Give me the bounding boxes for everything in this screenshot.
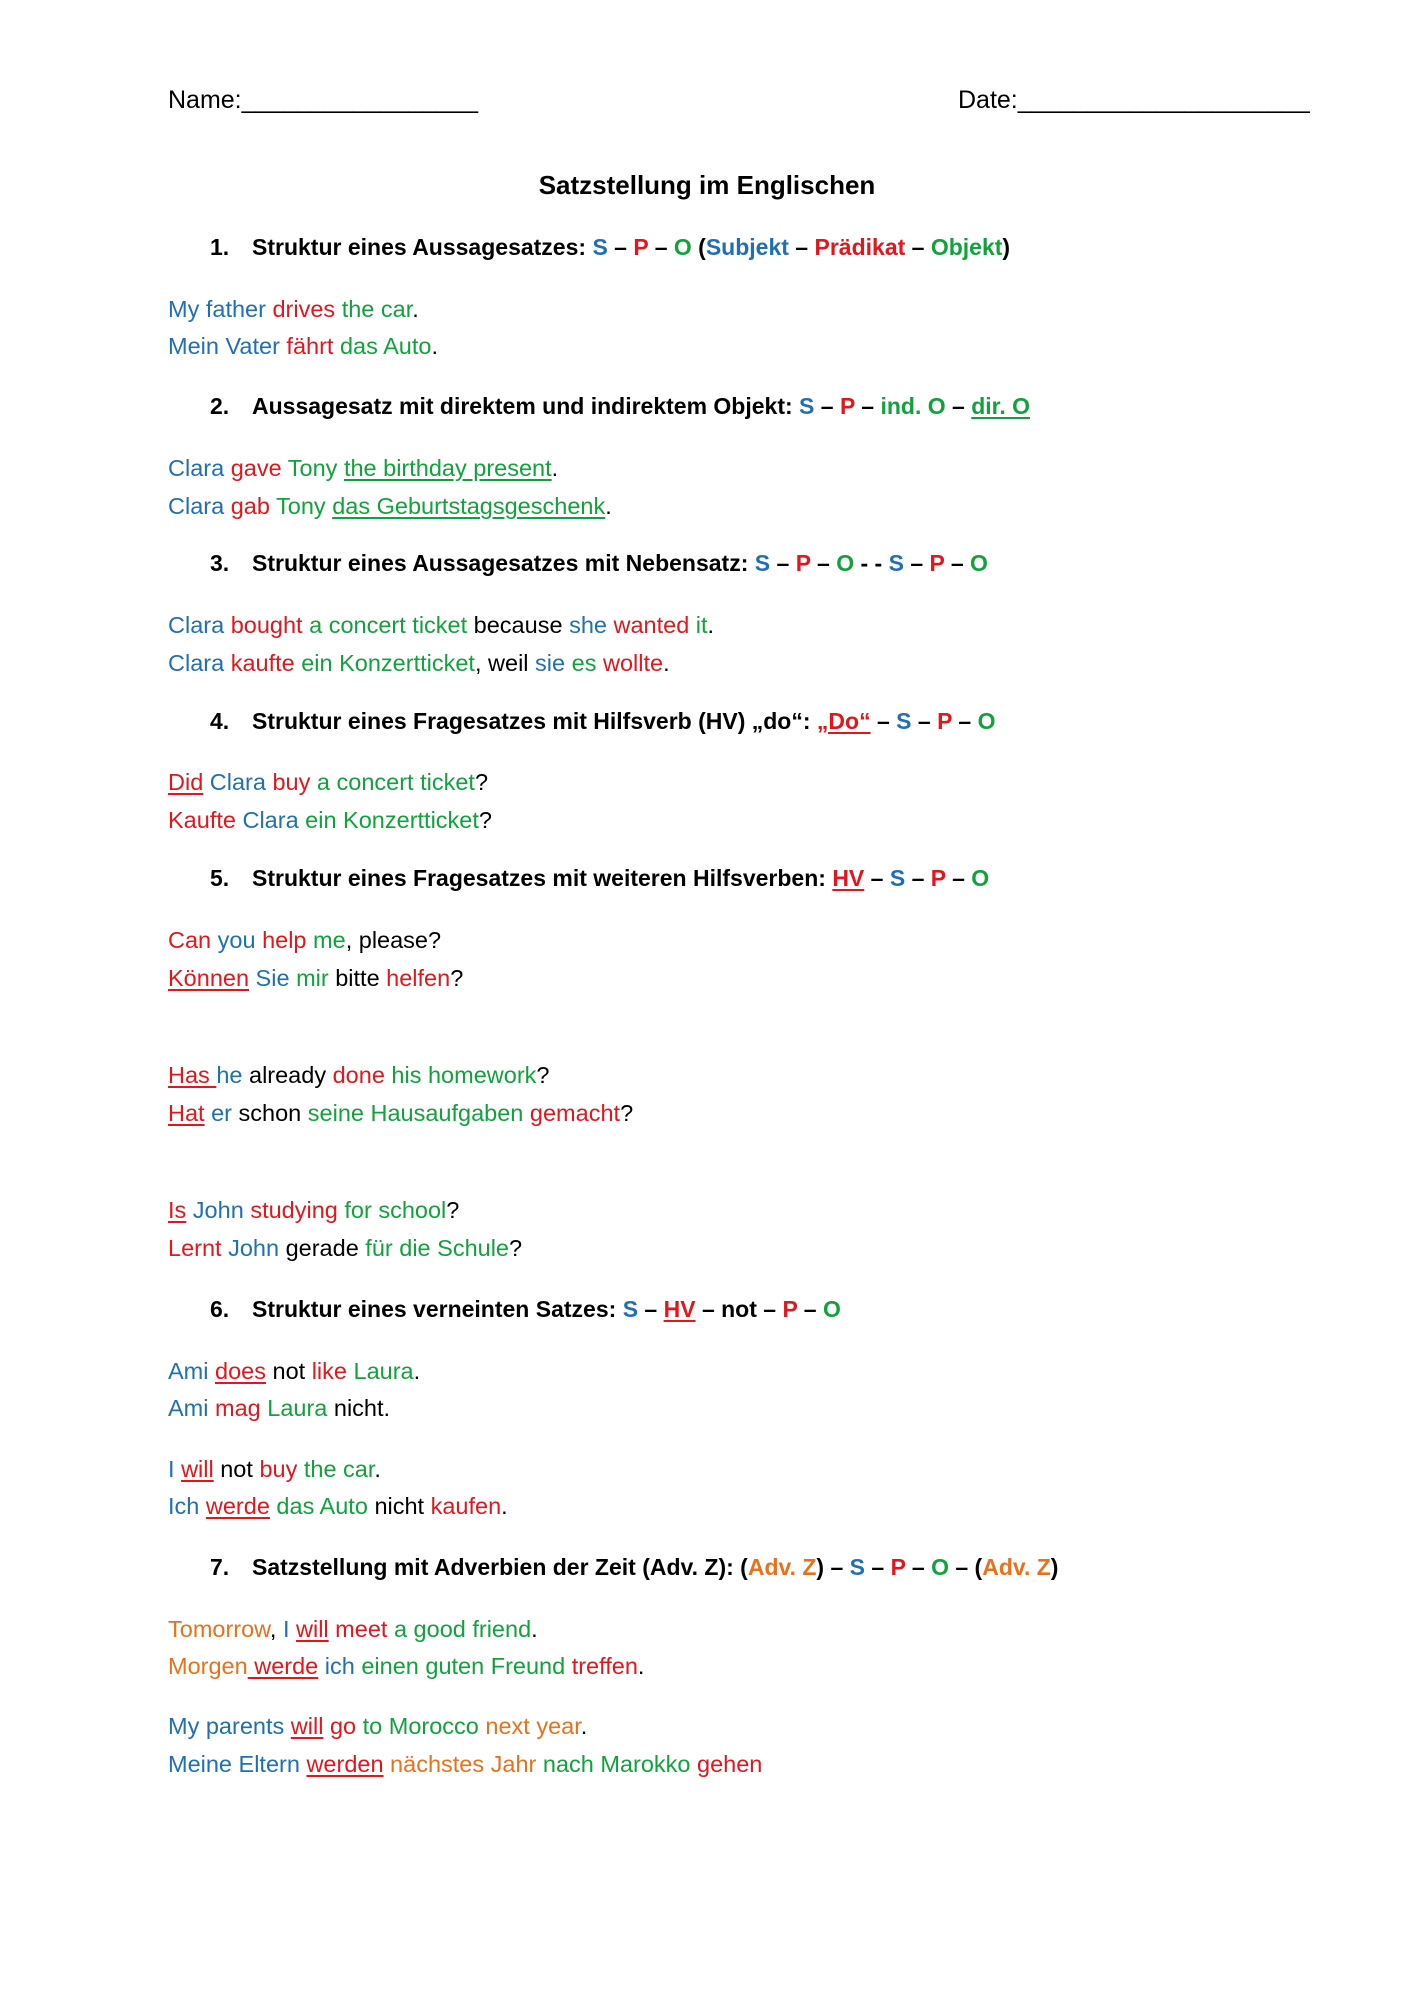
text-segment: Subjekt	[705, 234, 789, 260]
section-number: 2.	[210, 393, 230, 419]
text-segment: –	[944, 550, 971, 576]
english-example-sentence	[168, 769, 488, 796]
text-segment: Struktur eines verneinten Satzes:	[252, 1296, 623, 1322]
text-segment: –	[638, 1296, 664, 1322]
text-segment: .	[707, 612, 715, 638]
text-segment: nicht	[374, 1493, 431, 1519]
text-segment: Morgen	[168, 1653, 248, 1679]
text-segment: studying	[250, 1197, 345, 1223]
text-segment: ?	[478, 807, 492, 833]
text-segment: Tony	[276, 493, 333, 519]
text-segment: O	[931, 1554, 949, 1580]
text-segment: kaufte	[230, 650, 302, 676]
text-segment: .	[551, 455, 559, 481]
text-segment: .	[413, 1358, 421, 1384]
text-segment: next year	[485, 1713, 581, 1739]
text-segment: ?	[450, 965, 464, 991]
text-segment: Lernt	[168, 1235, 229, 1261]
text-segment: P	[839, 393, 855, 419]
section-heading	[210, 708, 995, 735]
text-segment: Clara	[242, 807, 306, 833]
text-segment: Adv. Z	[747, 1554, 817, 1580]
text-segment: Objekt	[930, 234, 1003, 260]
text-segment: like	[311, 1358, 354, 1384]
text-segment: for school	[344, 1197, 447, 1223]
text-segment: ein Konzertticket	[305, 807, 479, 833]
text-segment: Können	[168, 965, 250, 991]
text-segment: einen guten Freund	[361, 1653, 572, 1679]
text-segment: Laura	[353, 1358, 414, 1384]
text-segment: you	[217, 927, 263, 953]
text-segment: S	[799, 393, 815, 419]
text-segment: – not –	[695, 1296, 783, 1322]
text-segment: HV	[663, 1296, 696, 1322]
text-segment: das Auto	[339, 333, 432, 359]
text-segment: Adv. Z	[982, 1554, 1051, 1580]
text-segment: Tony	[287, 455, 344, 481]
english-example-sentence	[168, 1616, 538, 1643]
text-segment: will	[290, 1713, 324, 1739]
text-segment: –	[905, 1554, 932, 1580]
english-example-sentence	[168, 927, 441, 954]
text-segment: Clara	[168, 455, 231, 481]
text-segment: –	[770, 550, 796, 576]
text-segment: already	[249, 1062, 333, 1088]
text-segment: ?	[446, 1197, 460, 1223]
text-segment: drives	[272, 296, 342, 322]
text-segment: John	[186, 1197, 251, 1223]
text-segment: kaufen	[430, 1493, 502, 1519]
english-example-sentence	[168, 1197, 459, 1224]
text-segment: –	[810, 550, 837, 576]
text-segment: buy	[259, 1456, 304, 1482]
text-segment: O	[822, 1296, 841, 1322]
text-segment: sie	[535, 650, 572, 676]
text-segment: Can	[168, 927, 218, 953]
text-segment: –	[870, 708, 897, 734]
section-heading	[210, 234, 1010, 261]
text-segment: O	[836, 550, 855, 576]
text-segment: P	[890, 1554, 906, 1580]
text-segment: –	[945, 865, 972, 891]
section-number: 7.	[210, 1554, 230, 1580]
text-segment: done	[332, 1062, 392, 1088]
text-segment: go	[323, 1713, 363, 1739]
text-segment: Prädikat	[814, 234, 906, 260]
text-segment: to Morocco	[362, 1713, 486, 1739]
section-heading	[210, 1554, 1058, 1581]
text-segment: it	[695, 612, 708, 638]
text-segment: Meine Eltern	[168, 1751, 307, 1777]
text-segment: –	[814, 393, 840, 419]
text-segment: P	[633, 234, 649, 260]
text-segment: .	[637, 1653, 645, 1679]
text-segment: me	[313, 927, 346, 953]
text-segment: bitte	[335, 965, 387, 991]
text-segment: ) –	[816, 1554, 850, 1580]
text-segment: )	[1002, 234, 1011, 260]
text-segment: Struktur eines Aussagesatzes mit Nebensatz:	[252, 550, 755, 576]
text-segment: .	[412, 296, 419, 322]
text-segment: My parents	[168, 1713, 291, 1739]
text-segment: buy	[272, 769, 317, 795]
text-segment: S	[888, 550, 904, 576]
text-segment: O	[971, 865, 990, 891]
text-segment: –	[788, 234, 815, 260]
text-segment: –	[854, 393, 881, 419]
text-segment: not	[213, 1456, 260, 1482]
text-segment: –	[905, 234, 931, 260]
section-heading	[210, 550, 988, 577]
text-segment: Struktur eines Fragesatzes mit Hilfsverb (HV) „do“:	[252, 708, 817, 734]
text-segment: I	[282, 1616, 296, 1642]
text-segment: P	[795, 550, 811, 576]
text-segment: gehen	[697, 1751, 763, 1777]
english-example-sentence	[168, 296, 419, 323]
text-segment: Is	[168, 1197, 187, 1223]
german-example-sentence	[168, 493, 612, 520]
text-segment: HV	[832, 865, 865, 891]
german-example-sentence	[168, 965, 463, 992]
text-segment: Aussagesatz mit direktem und indirektem Objekt:	[252, 393, 800, 419]
text-segment: O	[673, 234, 692, 260]
text-segment: a good friend	[393, 1616, 532, 1642]
text-segment: –	[903, 550, 930, 576]
text-segment: Has	[168, 1062, 217, 1088]
text-segment: S	[896, 708, 912, 734]
text-segment: ?	[620, 1100, 634, 1126]
text-segment: mir	[296, 965, 336, 991]
text-segment: S	[592, 234, 608, 260]
text-segment: Did	[168, 769, 204, 795]
text-segment: John	[228, 1235, 286, 1261]
german-example-sentence	[168, 1653, 644, 1680]
text-segment: P	[930, 865, 946, 891]
text-segment: .	[374, 1456, 381, 1482]
section-heading	[210, 1296, 841, 1323]
text-segment: ich	[318, 1653, 362, 1679]
text-segment: .	[501, 1493, 508, 1519]
text-segment: Laura	[267, 1395, 334, 1421]
text-segment: ,	[269, 1616, 283, 1642]
text-segment: .	[605, 493, 612, 519]
text-segment: fährt	[286, 333, 340, 359]
section-number: 3.	[210, 550, 230, 576]
text-segment: I	[168, 1456, 182, 1482]
text-segment: the car	[341, 296, 413, 322]
text-segment: .	[663, 650, 670, 676]
text-segment: es	[571, 650, 603, 676]
text-segment: Sie	[249, 965, 297, 991]
text-segment: –	[864, 865, 890, 891]
text-segment: gave	[230, 455, 288, 481]
text-segment: er	[204, 1100, 239, 1126]
text-segment: –	[911, 708, 938, 734]
text-segment: a concert ticket	[316, 769, 475, 795]
text-segment: - -	[854, 550, 889, 576]
text-segment: will	[181, 1456, 214, 1482]
text-segment: ?	[509, 1235, 523, 1261]
english-example-sentence	[168, 1713, 587, 1740]
text-segment: –	[864, 1554, 891, 1580]
text-segment: S	[849, 1554, 865, 1580]
text-segment: O	[970, 550, 988, 576]
text-segment: wanted	[613, 612, 696, 638]
text-segment: –	[607, 234, 634, 260]
text-segment: will	[296, 1616, 329, 1642]
text-segment: nicht.	[333, 1395, 391, 1421]
text-segment: , please?	[345, 927, 442, 953]
text-segment: .	[531, 1616, 538, 1642]
text-segment: treffen	[571, 1653, 638, 1679]
text-segment: gerade	[285, 1235, 366, 1261]
text-segment: P	[937, 708, 953, 734]
text-segment: mag	[215, 1395, 268, 1421]
text-segment: Clara	[203, 769, 273, 795]
text-segment: bought	[230, 612, 310, 638]
german-example-sentence	[168, 1493, 508, 1520]
text-segment: seine Hausaufgaben	[307, 1100, 530, 1126]
text-segment: S	[889, 865, 906, 891]
text-segment: , weil	[474, 650, 536, 676]
german-example-sentence	[168, 650, 670, 677]
page-title: Satzstellung im Englischen	[538, 170, 876, 200]
text-segment: O	[977, 708, 996, 734]
text-segment: –	[905, 865, 931, 891]
text-segment: schon	[238, 1100, 308, 1126]
text-segment: werde	[247, 1653, 319, 1679]
text-segment: das Auto	[269, 1493, 375, 1519]
text-segment: Hat	[168, 1100, 205, 1126]
text-segment: ?	[474, 769, 489, 795]
section-heading	[210, 865, 989, 892]
text-segment: My father	[168, 296, 273, 322]
section-number: 1.	[210, 234, 230, 260]
english-example-sentence	[168, 612, 714, 639]
english-example-sentence	[168, 455, 558, 482]
text-segment: Ich	[168, 1493, 206, 1519]
text-segment: does	[215, 1358, 266, 1384]
text-segment: P	[782, 1296, 798, 1322]
section-number: 5.	[210, 865, 230, 891]
german-example-sentence	[168, 1751, 762, 1778]
text-segment: Satzstellung mit Adverbien der Zeit (Adv. Z): (	[252, 1554, 748, 1580]
text-segment: –	[648, 234, 674, 260]
text-segment: she	[569, 612, 614, 638]
text-segment: .	[431, 333, 438, 359]
text-segment: gemacht	[529, 1100, 621, 1126]
text-segment: Kaufte	[168, 807, 243, 833]
german-example-sentence	[168, 333, 438, 360]
name-field: Name:_________________	[168, 86, 478, 114]
text-segment: Clara	[168, 493, 231, 519]
text-segment: ind. O	[880, 393, 946, 419]
german-example-sentence	[168, 807, 492, 834]
text-segment: – (	[948, 1554, 983, 1580]
section-number: 6.	[210, 1296, 230, 1322]
text-segment: meet	[328, 1616, 394, 1642]
text-segment: nächstes Jahr	[383, 1751, 543, 1777]
text-segment: –	[952, 708, 978, 734]
text-segment: .	[580, 1713, 588, 1739]
text-segment: für die Schule	[365, 1235, 509, 1261]
text-segment: because	[473, 612, 570, 638]
text-segment: ?	[536, 1062, 550, 1088]
section-number: 4.	[210, 708, 230, 734]
german-example-sentence	[168, 1100, 633, 1127]
text-segment: not	[265, 1358, 312, 1384]
text-segment: S	[754, 550, 771, 576]
text-segment: the car	[303, 1456, 375, 1482]
text-segment: Clara	[168, 650, 231, 676]
text-segment: Struktur eines Aussagesatzes:	[252, 234, 593, 260]
text-segment: a concert ticket	[309, 612, 474, 638]
text-segment: –	[945, 393, 972, 419]
text-segment: „Do“	[816, 708, 871, 734]
text-segment: ein Konzertticket	[301, 650, 475, 676]
text-segment: he	[216, 1062, 249, 1088]
text-segment: his homework	[391, 1062, 537, 1088]
text-segment: Struktur eines Fragesatzes mit weiteren Hilfsverben:	[252, 865, 833, 891]
text-segment: Clara	[168, 612, 231, 638]
text-segment: the birthday present	[343, 455, 552, 481]
english-example-sentence	[168, 1358, 420, 1385]
text-segment: werden	[306, 1751, 384, 1777]
text-segment: nach Marokko	[542, 1751, 698, 1777]
english-example-sentence	[168, 1456, 381, 1483]
text-segment: (	[691, 234, 706, 260]
german-example-sentence	[168, 1395, 390, 1422]
section-heading	[210, 393, 1030, 420]
text-segment: help	[262, 927, 314, 953]
text-segment: helfen	[386, 965, 451, 991]
text-segment: Ami	[168, 1358, 215, 1384]
text-segment: P	[929, 550, 945, 576]
text-segment: Mein Vater	[168, 333, 287, 359]
date-field: Date:_____________________	[958, 86, 1310, 114]
text-segment: das Geburtstagsgeschenk	[332, 493, 606, 519]
text-segment: Ami	[168, 1395, 215, 1421]
text-segment: dir. O	[971, 393, 1031, 419]
text-segment: wollte	[602, 650, 664, 676]
text-segment: werde	[205, 1493, 270, 1519]
text-segment: S	[622, 1296, 639, 1322]
german-example-sentence	[168, 1235, 522, 1262]
english-example-sentence	[168, 1062, 549, 1089]
text-segment: gab	[230, 493, 277, 519]
text-segment: )	[1050, 1554, 1059, 1580]
text-segment: –	[797, 1296, 823, 1322]
text-segment: Tomorrow	[168, 1616, 270, 1642]
